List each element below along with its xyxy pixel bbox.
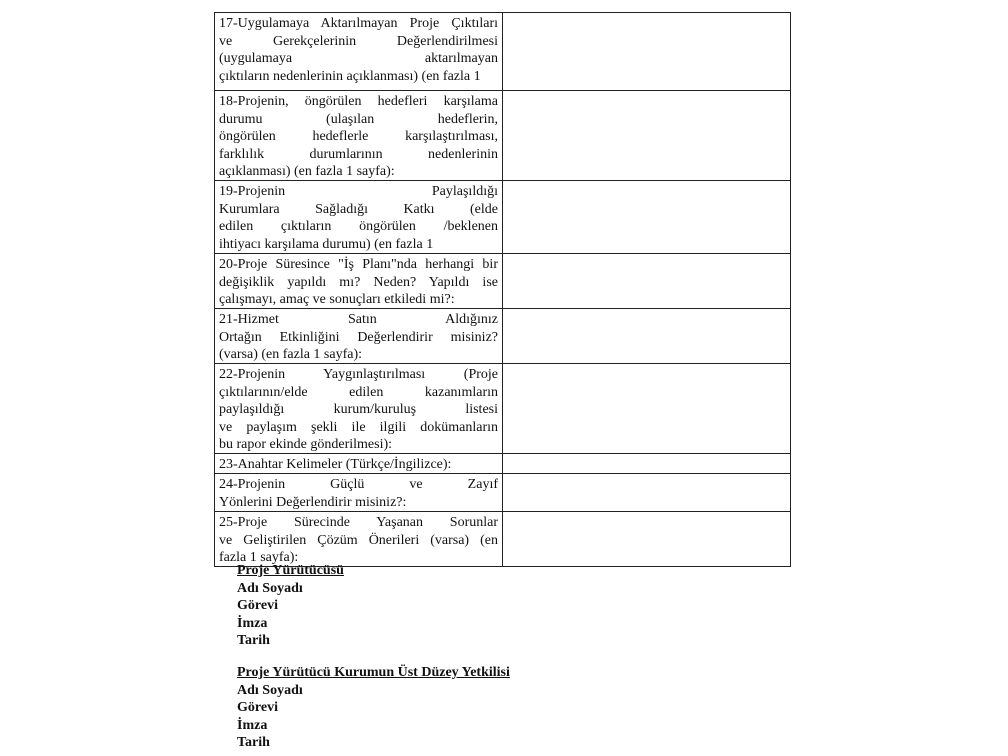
question-text-line: Ortağın Etkinliğini Değerlendirir misiniz? bbox=[219, 329, 498, 345]
form-row bbox=[215, 309, 791, 364]
question-text-line: değişiklik yapıldı mı? Neden? Yapıldı ise bbox=[219, 274, 498, 290]
signature-block-project-lead bbox=[237, 562, 344, 650]
question-text-line: bu rapor ekinde gönderilmesi): bbox=[219, 437, 393, 452]
question-text-line: durumu (ulaşılan hedeflerin, bbox=[219, 111, 498, 127]
field-title-label: Görevi bbox=[237, 598, 278, 613]
signature-heading: Proje Yürütücü Kurumun Üst Düzey Yetkilisi bbox=[237, 665, 510, 680]
question-text-line: Yönlerini Değerlendirir misiniz?: bbox=[219, 494, 407, 510]
question-cell bbox=[215, 364, 503, 454]
answer-cell[interactable] bbox=[503, 309, 791, 364]
answer-cell[interactable] bbox=[503, 91, 791, 181]
question-text-line: 22-Projenin Yaygınlaştırılması (Proje bbox=[219, 367, 498, 382]
signature-heading: Proje Yürütücüsü bbox=[237, 563, 344, 578]
question-text-line: ve Geliştirilen Çözüm Önerileri (varsa) (en bbox=[219, 532, 498, 548]
form-row bbox=[215, 13, 791, 91]
question-cell bbox=[215, 512, 503, 567]
question-text-line: (uygulamaya aktarılmayan bbox=[219, 51, 498, 66]
field-date-label: Tarih bbox=[237, 633, 270, 648]
report-form-table bbox=[214, 12, 791, 567]
question-text-line: 20-Proje Süresince "İş Planı"nda herhangi bir bbox=[219, 257, 498, 272]
form-row bbox=[215, 91, 791, 181]
question-text-line: çalışmayı, amaç ve sonuçları etkiledi mi?: bbox=[219, 292, 455, 307]
question-text-line: 25-Proje Sürecinde Yaşanan Sorunlar bbox=[219, 515, 498, 530]
question-text-line: öngörülen hedeflerle karşılaştırılması, bbox=[219, 129, 498, 144]
form-row bbox=[215, 364, 791, 454]
answer-cell[interactable] bbox=[503, 454, 791, 474]
question-text-line: ihtiyacı karşılama durumu) (en fazla 1 bbox=[219, 236, 434, 252]
question-text-line: 24-Projenin Güçlü ve Zayıf bbox=[219, 477, 498, 492]
question-text-line: edilen çıktıların öngörülen /beklenen bbox=[219, 219, 498, 234]
question-cell bbox=[215, 254, 503, 309]
form-row bbox=[215, 454, 791, 474]
signature-block-institution-head bbox=[237, 664, 510, 752]
question-cell bbox=[215, 309, 503, 364]
answer-cell[interactable] bbox=[503, 13, 791, 91]
field-name-label: Adı Soyadı bbox=[237, 580, 303, 596]
question-text-line: çıktıların nedenlerinin açıklanması) (en fazla 1 bbox=[219, 68, 481, 84]
answer-cell[interactable] bbox=[503, 254, 791, 309]
answer-cell[interactable] bbox=[503, 364, 791, 454]
field-signature-label: İmza bbox=[237, 717, 268, 733]
answer-cell[interactable] bbox=[503, 181, 791, 254]
answer-cell[interactable] bbox=[503, 474, 791, 512]
question-text-line: fazla 1 sayfa): bbox=[219, 550, 299, 565]
question-text-line: farklılık durumlarının nedenlerinin bbox=[219, 146, 498, 162]
answer-cell[interactable] bbox=[503, 512, 791, 567]
field-signature-label: İmza bbox=[237, 615, 268, 631]
question-text-line: açıklanması) (en fazla 1 sayfa): bbox=[219, 164, 395, 179]
question-text-line: 17-Uygulamaya Aktarılmayan Proje Çıktıları bbox=[219, 16, 498, 31]
form-row bbox=[215, 474, 791, 512]
form-row bbox=[215, 254, 791, 309]
question-cell bbox=[215, 13, 503, 91]
question-cell bbox=[215, 91, 503, 181]
question-text-line: 19-Projenin Paylaşıldığı bbox=[219, 184, 498, 199]
question-cell bbox=[215, 474, 503, 512]
question-text-line: paylaşıldığı kurum/kuruluş listesi bbox=[219, 402, 498, 417]
question-text-line: 23-Anahtar Kelimeler (Türkçe/İngilizce): bbox=[219, 457, 452, 472]
question-text-line: ve Gerekçelerinin Değerlendirilmesi bbox=[219, 33, 498, 49]
field-title-label: Görevi bbox=[237, 700, 278, 715]
question-text-line: 21-Hizmet Satın Aldığınız bbox=[219, 312, 498, 327]
form-row bbox=[215, 512, 791, 567]
question-text-line: (varsa) (en fazla 1 sayfa): bbox=[219, 347, 363, 362]
question-text-line: 18-Projenin, öngörülen hedefleri karşılama bbox=[219, 94, 498, 109]
question-cell bbox=[215, 181, 503, 254]
question-text-line: ve paylaşım şekli ile ilgili dokümanların bbox=[219, 419, 498, 435]
question-text-line: Kurumlara Sağladığı Katkı (elde bbox=[219, 201, 498, 217]
question-cell bbox=[215, 454, 503, 474]
form-row bbox=[215, 181, 791, 254]
question-text-line: çıktılarının/elde edilen kazanımların bbox=[219, 384, 498, 400]
field-date-label: Tarih bbox=[237, 735, 270, 750]
field-name-label: Adı Soyadı bbox=[237, 682, 303, 698]
